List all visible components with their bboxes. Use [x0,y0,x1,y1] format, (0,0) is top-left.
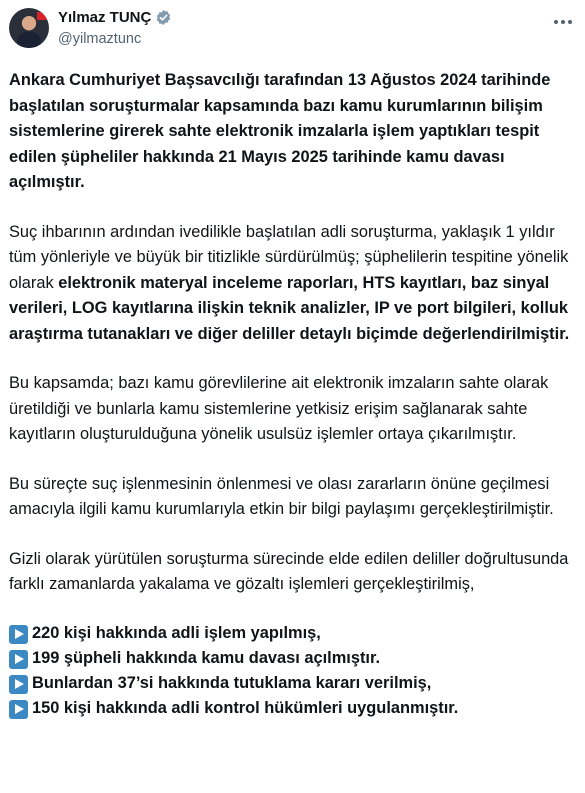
author-name-row [58,9,172,26]
more-options-button[interactable] [551,12,575,32]
more-dot-icon [554,20,558,24]
author-handle[interactable]: @yilmaztunc [58,31,142,47]
list-item [9,697,579,722]
verified-badge-icon [155,9,172,26]
play-button-icon [9,650,28,669]
post-paragraph-2 [9,220,579,348]
play-button-icon [9,625,28,644]
post-paragraph-2-bold: elektronik materyal inceleme raporları, HTS kayıtları, baz sinyal verileri, LOG kayıtlarına ilişkin teknik analizler, IP ve port bilgileri, kolluk araştırma tutanakları ve diğer deliller detaylı biçimde değerlendirilmiştir. [9,273,570,343]
post-paragraph-3: Bu kapsamda; bazı kamu görevlilerine ait elektronik imzaların sahte olarak üretildiği ve bunlarla kamu sistemlerine yetkisiz erişim sağlanarak sahte kayıtların oluşturulduğuna yönelik usulsüz işlemler ortaya çıkarılmıştır. [9,374,549,443]
post-paragraph-1: Ankara Cumhuriyet Başsavcılığı tarafından 13 Ağustos 2024 tarihinde başlatılan soruşturmalar kapsamında bazı kamu kurumlarının bilişim sistemlerine girerek sahte elektronik imzalarla işlem yaptıkları tespit edilen şüpheliler hakkında 21 Mayıs 2025 tarihinde kamu davası açılmıştır. [9,71,551,191]
post-paragraph-4: Bu süreçte suç işlenmesinin önlenmesi ve olası zararların önüne geçilmesi amacıyla ilgili kamu kurumlarıyla etkin bir bilgi paylaşımı gerçekleştirilmiştir. [9,474,554,518]
more-dot-icon [561,20,565,24]
more-dot-icon [568,20,572,24]
bullet-text: 150 kişi hakkında adli kontrol hükümleri uygulanmıştır. [32,699,459,718]
post-header [0,0,585,56]
list-item [9,622,579,647]
bullet-text: 220 kişi hakkında adli işlem yapılmış, [32,624,321,643]
list-item [9,672,579,697]
flag-icon [37,12,47,20]
bullet-text: Bunlardan 37’si hakkında tutuklama kararı verilmiş, [32,674,432,693]
bullet-text: 199 şüpheli hakkında kamu davası açılmıştır. [32,649,381,668]
play-button-icon [9,700,28,719]
avatar[interactable] [9,8,49,48]
post-body [9,68,579,722]
author-display-name[interactable]: Yılmaz TUNÇ [58,9,152,26]
play-button-icon [9,675,28,694]
bullet-list [9,622,579,722]
post-paragraph-2-text: Suç ihbarının ardından ivedilikle başlatılan adli soruşturma, yaklaşık 1 yıldır tüm yönleriyle ve büyük bir titizlikle sürdürülmüş; şüphelilerin tespitine yönelik olarak [9,222,569,292]
post-paragraph-5: Gizli olarak yürütülen soruşturma sürecinde elde edilen deliller doğrultusunda farklı zamanlarda yakalama ve gözaltı işlemleri gerçekleştirilmiş, [9,549,569,593]
list-item [9,647,579,672]
